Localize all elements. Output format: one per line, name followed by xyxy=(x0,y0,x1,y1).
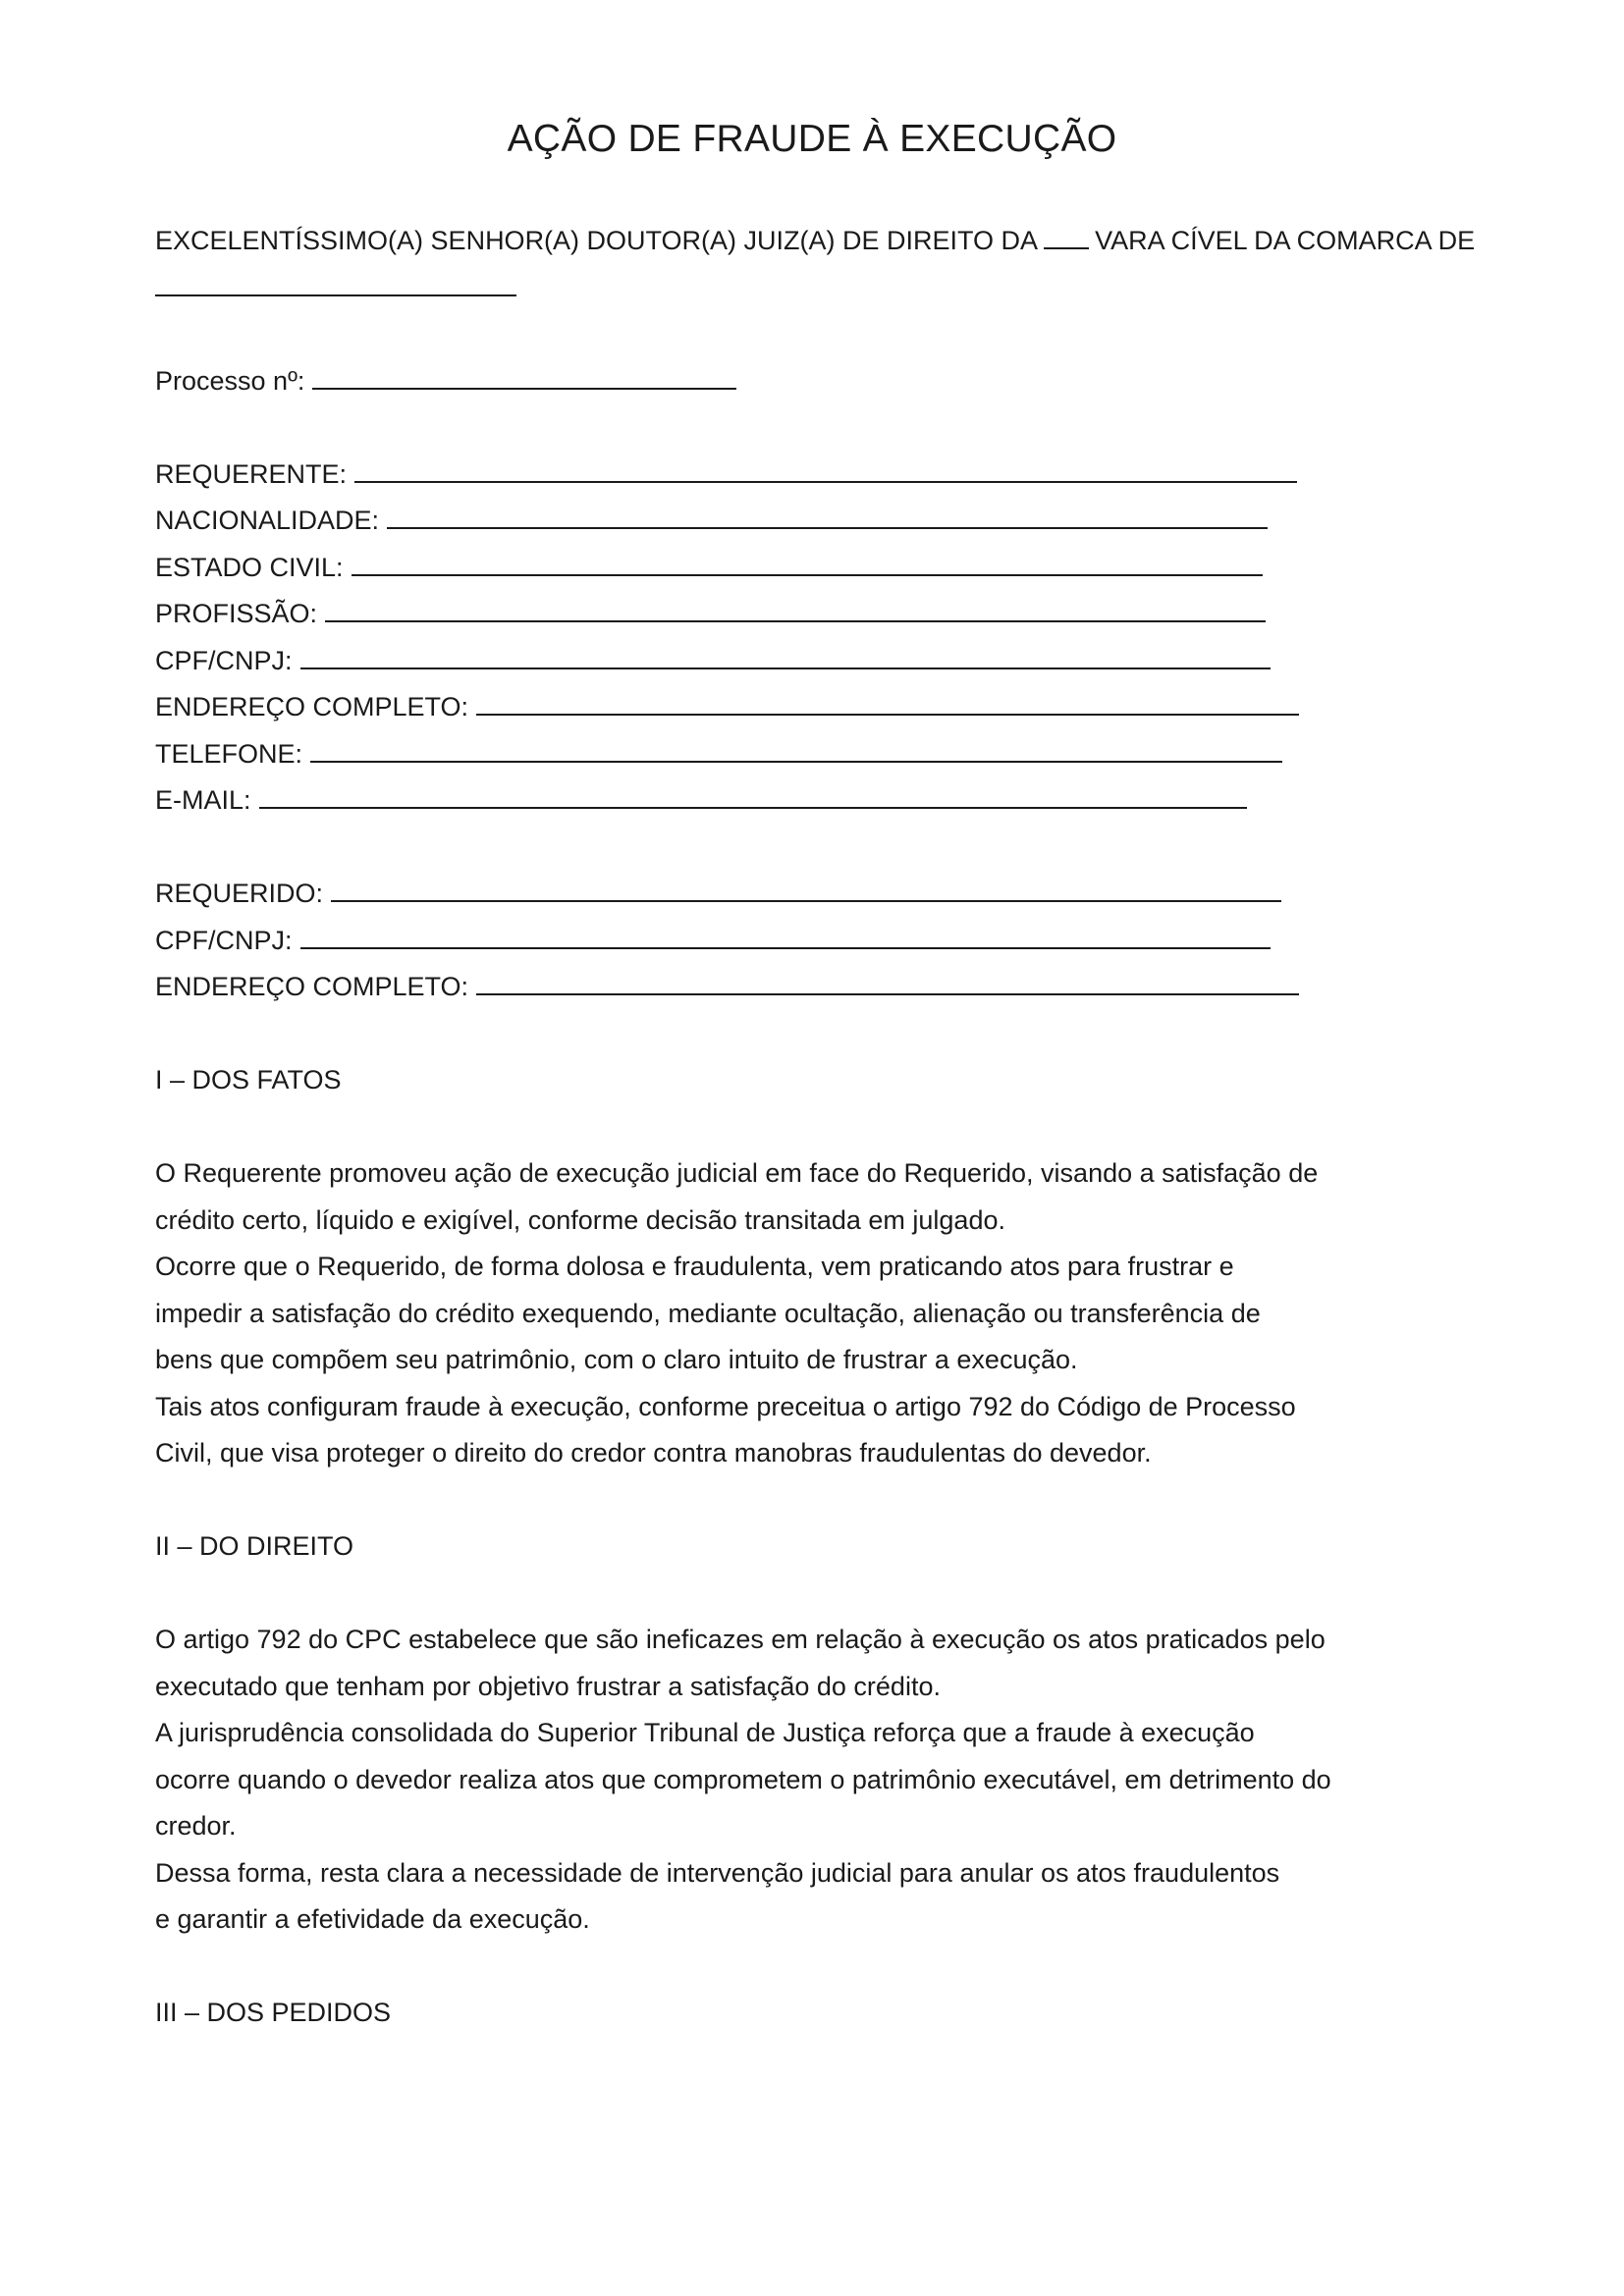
field-blank xyxy=(300,922,1271,949)
paragraph-line: O Requerente promoveu ação de execução judicial em face do Requerido, visando a satisfação de xyxy=(155,1158,1319,1188)
endereco-field xyxy=(155,684,1569,731)
paragraph-line: executado que tenham por objetivo frustrar a satisfação do crédito. xyxy=(155,1671,941,1701)
spacer xyxy=(155,1571,1569,1618)
field-blank xyxy=(352,549,1263,576)
paragraph-line: crédito certo, líquido e exigível, conforme decisão transitada em julgado. xyxy=(155,1204,1005,1235)
paragraph-line: ocorre quando o devedor realiza atos que comprometem o patrimônio executável, em detrimento do xyxy=(155,1764,1331,1794)
paragraph-line: impedir a satisfação do crédito exequendo, mediante ocultação, alienação ou transferência de xyxy=(155,1298,1261,1328)
field-blank xyxy=(259,781,1247,809)
profissao-field xyxy=(155,591,1569,638)
requerido-endereco-field xyxy=(155,964,1569,1011)
comarca-blank xyxy=(155,269,516,296)
telefone-field xyxy=(155,731,1569,778)
spacer xyxy=(155,404,1569,452)
spacer xyxy=(155,1477,1569,1524)
paragraph-line: Tais atos configuram fraude à execução, conforme preceitua o artigo 792 do Código de Processo xyxy=(155,1391,1296,1421)
field-label: PROFISSÃO: xyxy=(155,599,318,628)
comarca-line xyxy=(155,265,1569,312)
field-blank xyxy=(387,502,1268,529)
section-heading-direito: II – DO DIREITO xyxy=(155,1531,354,1561)
vara-number-blank xyxy=(1044,222,1089,249)
field-blank xyxy=(331,875,1281,902)
document-title: AÇÃO DE FRAUDE À EXECUÇÃO xyxy=(507,118,1117,160)
address-part2: VARA CÍVEL DA COMARCA DE xyxy=(1095,226,1476,255)
field-blank xyxy=(325,595,1266,622)
paragraph-line: A jurisprudência consolidada do Superior Tribunal de Justiça reforça que a fraude à execução xyxy=(155,1718,1255,1747)
nacionalidade-field xyxy=(155,498,1569,545)
paragraph-line: Civil, que visa proteger o direito do credor contra manobras fraudulentas do devedor. xyxy=(155,1438,1152,1468)
section-heading-fatos: I – DOS FATOS xyxy=(155,1065,342,1095)
spacer xyxy=(155,311,1569,358)
processo-line xyxy=(155,358,1569,405)
field-blank xyxy=(354,455,1297,483)
spacer xyxy=(155,825,1569,872)
field-label: CPF/CNPJ: xyxy=(155,645,293,675)
paragraph-line: Ocorre que o Requerido, de forma dolosa e fraudulenta, vem praticando atos para frustrar e xyxy=(155,1252,1234,1281)
spacer xyxy=(155,1944,1569,1991)
spacer xyxy=(155,1104,1569,1151)
requerido-field xyxy=(155,871,1569,918)
field-label: ENDEREÇO COMPLETO: xyxy=(155,692,469,721)
field-blank xyxy=(300,642,1271,669)
field-label: ENDEREÇO COMPLETO: xyxy=(155,972,469,1001)
paragraph-line: e garantir a efetividade da execução. xyxy=(155,1904,590,1934)
section-heading-pedidos: III – DOS PEDIDOS xyxy=(155,1998,392,2027)
field-label: E-MAIL: xyxy=(155,785,251,815)
paragraph-line: Dessa forma, resta clara a necessidade de intervenção judicial para anular os atos fraudulentos xyxy=(155,1857,1280,1888)
field-label: ESTADO CIVIL: xyxy=(155,552,344,582)
field-label: NACIONALIDADE: xyxy=(155,506,380,535)
processo-label: Processo nº: xyxy=(155,365,305,396)
requerente-field xyxy=(155,452,1569,499)
requerido-cpf-cnpj-field xyxy=(155,918,1569,965)
processo-blank xyxy=(312,362,736,390)
email-field xyxy=(155,777,1569,825)
document-body xyxy=(155,218,1569,2037)
paragraph-line: credor. xyxy=(155,1811,237,1841)
field-label: CPF/CNPJ: xyxy=(155,925,293,955)
field-blank xyxy=(476,688,1299,716)
paragraph-line: bens que compõem seu patrimônio, com o claro intuito de frustrar a execução. xyxy=(155,1345,1078,1374)
field-blank xyxy=(476,968,1299,995)
paragraph-line: O artigo 792 do CPC estabelece que são ineficazes em relação à execução os atos praticados pelo xyxy=(155,1625,1326,1654)
field-label: REQUERIDO: xyxy=(155,879,324,908)
section-body-fatos xyxy=(155,1150,1432,1477)
address-part1: EXCELENTÍSSIMO(A) SENHOR(A) DOUTOR(A) JUIZ(A) DE DIREITO DA xyxy=(155,226,1039,255)
address-line xyxy=(155,218,1569,265)
field-label: REQUERENTE: xyxy=(155,458,348,489)
spacer xyxy=(155,1011,1569,1058)
field-label: TELEFONE: xyxy=(155,738,303,769)
field-blank xyxy=(310,735,1282,763)
cpf-cnpj-field xyxy=(155,638,1569,685)
estado-civil-field xyxy=(155,545,1569,592)
section-body-direito xyxy=(155,1617,1432,1944)
